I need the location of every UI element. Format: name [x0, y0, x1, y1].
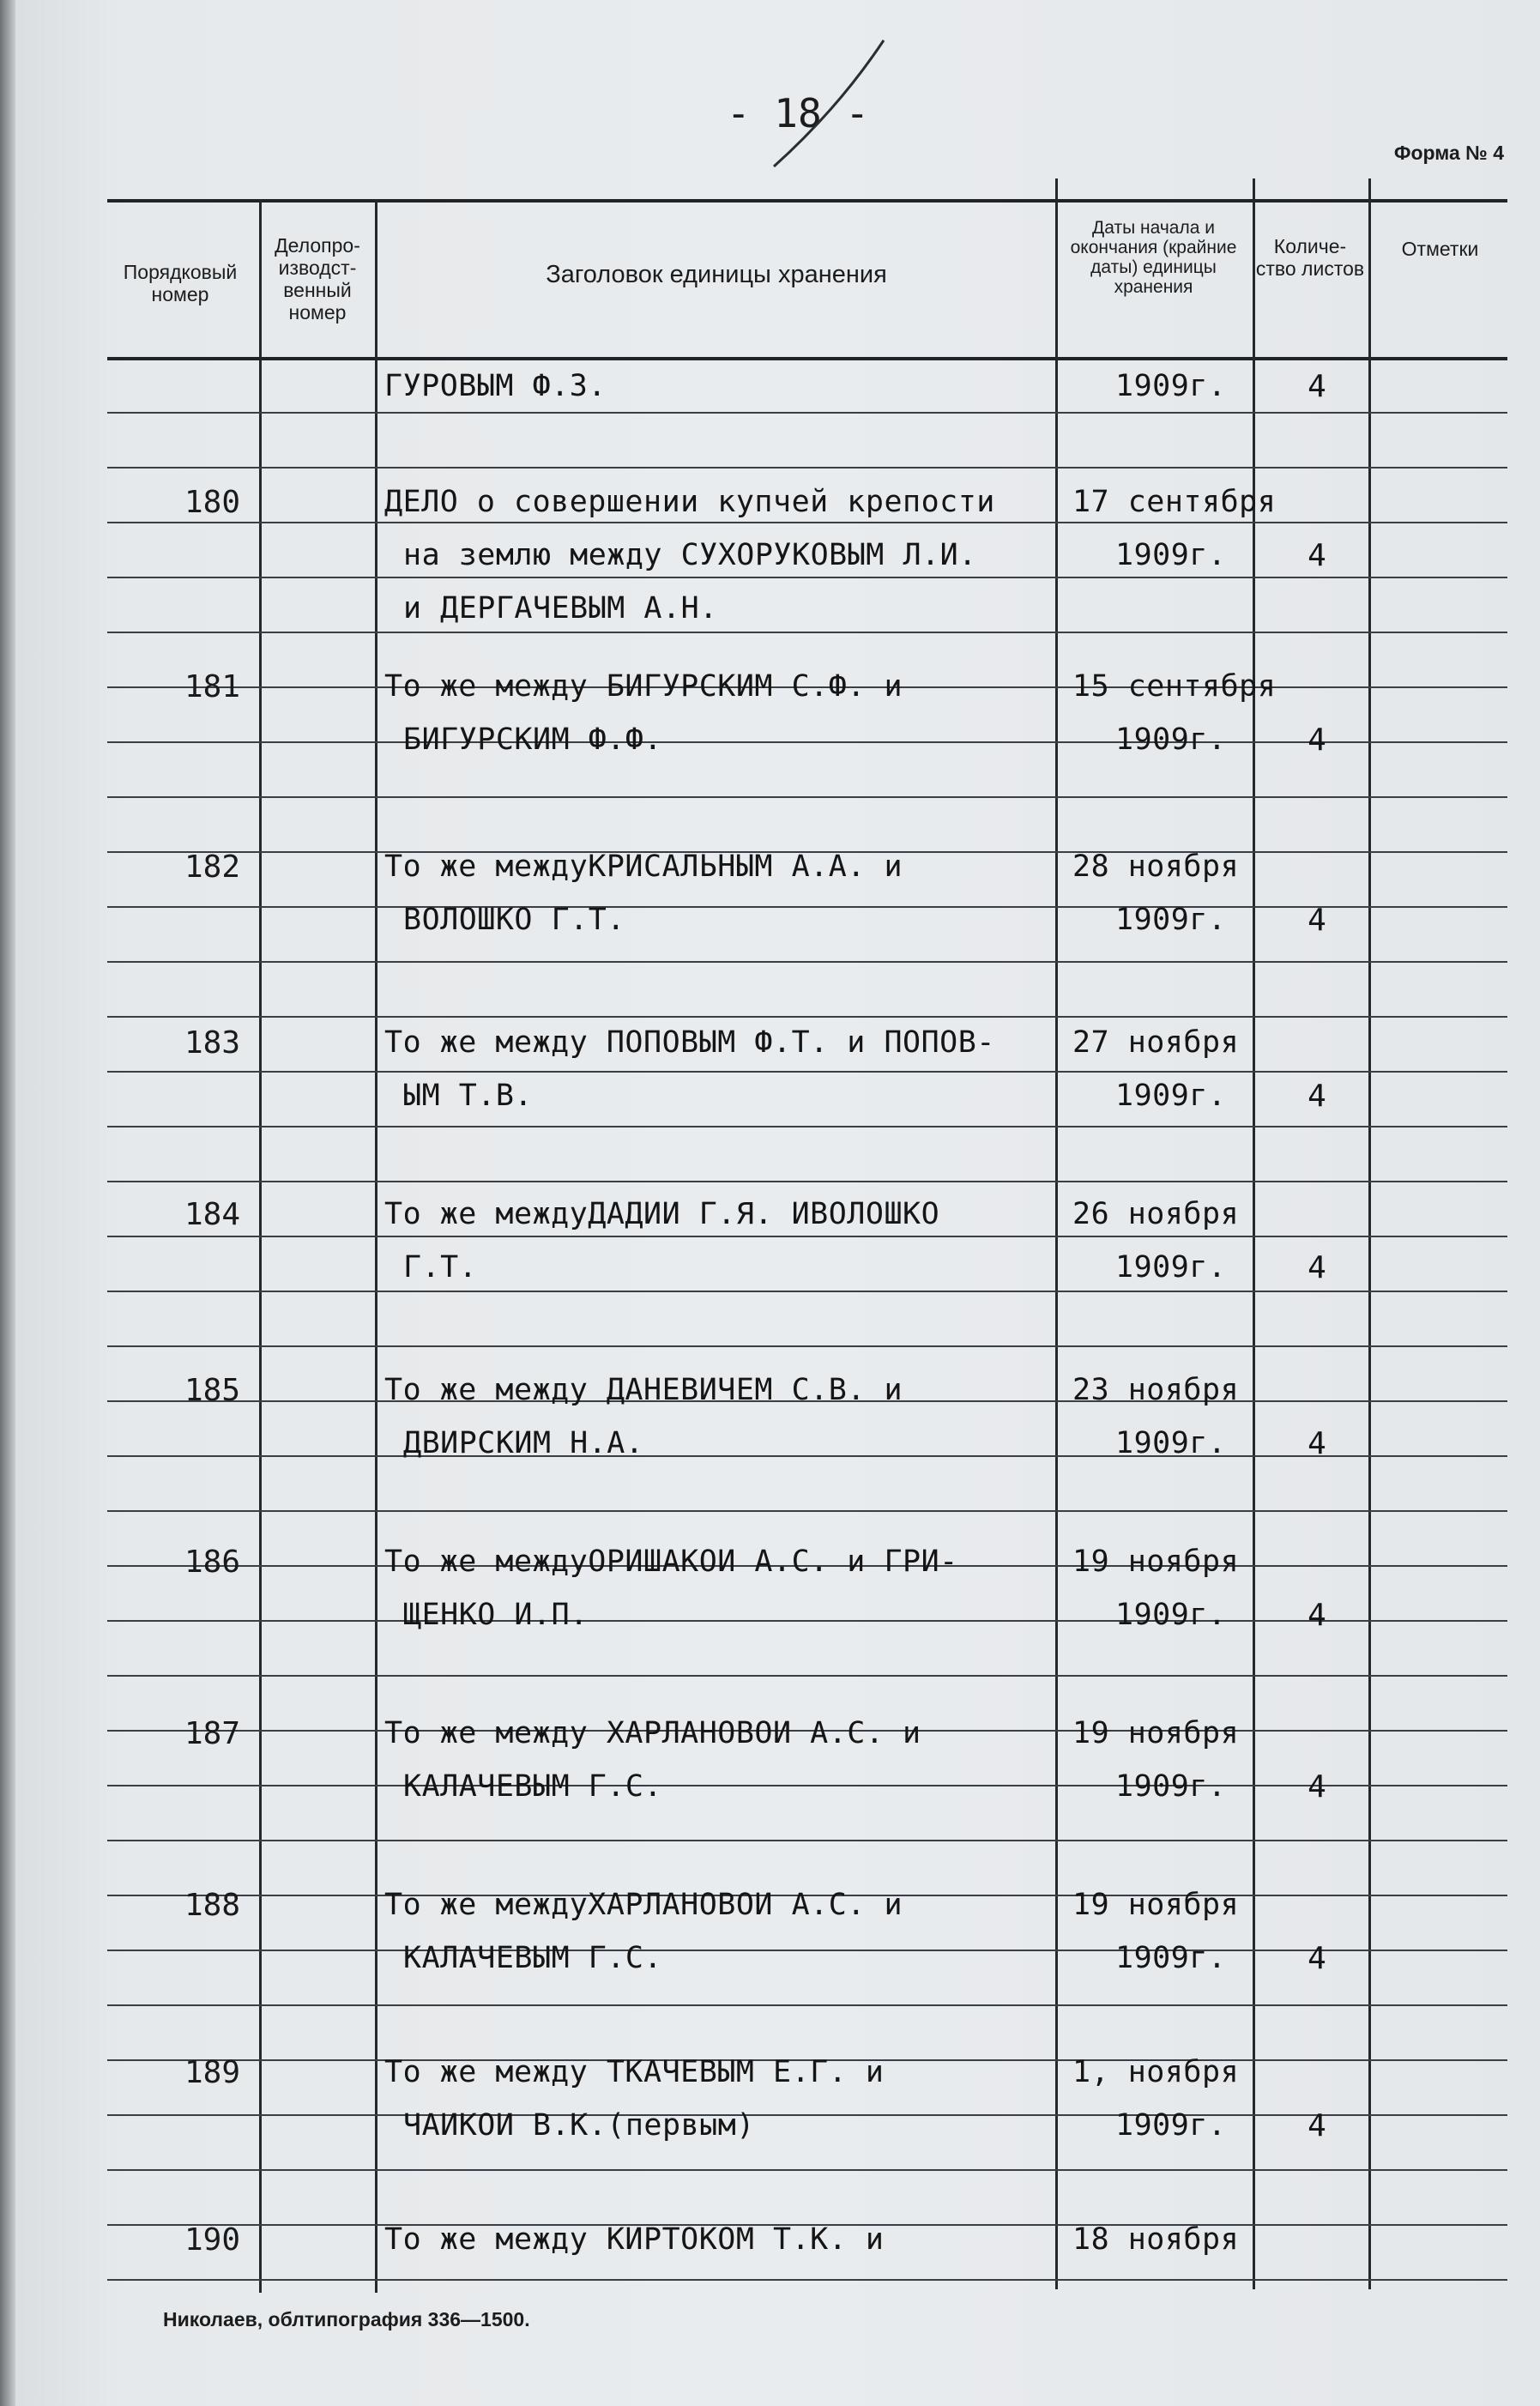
row-seq-number: 190: [184, 2222, 240, 2258]
header-title: Заголовок единицы хранения: [546, 261, 887, 288]
printer-imprint: Николаев, облтипография 336—1500.: [163, 2308, 530, 2330]
ruled-line: [107, 796, 1507, 798]
row-date-line: 1909г.: [1115, 1426, 1227, 1460]
ruled-line: [107, 1016, 1507, 1018]
row-seq-number: 188: [184, 1888, 240, 1923]
ruled-line: [107, 1840, 1507, 1841]
ruled-line: [107, 961, 1507, 963]
row-seq-number: 184: [184, 1197, 240, 1232]
row-title-line: То же между БИГУРСКИМ С.Ф. и: [384, 669, 903, 704]
page-number: - 18 -: [726, 90, 870, 136]
row-sheet-count: 4: [1307, 1079, 1326, 1114]
row-seq-number: 186: [184, 1545, 240, 1580]
row-title-line: То же междуОРИШАКОИ А.С. и ГРИ-: [384, 1545, 958, 1579]
row-sheet-count: 4: [1307, 1598, 1326, 1633]
row-title-line: ДЕЛО о совершении купчей крепости: [384, 485, 995, 519]
row-seq-number: 189: [184, 2055, 240, 2090]
row-date-line: 28 ноября: [1072, 849, 1240, 884]
column-rule-1: [259, 199, 262, 2293]
row-seq-number: 180: [184, 485, 240, 520]
row-date-line: 17 сентября: [1072, 485, 1277, 519]
row-title-line: ЩЕНКО И.П.: [403, 1598, 589, 1632]
ruled-line: [107, 1291, 1507, 1292]
row-title-line: ЫМ Т.В.: [403, 1079, 534, 1113]
row-date-line: 1909г.: [1115, 722, 1227, 757]
row-title-line: ДВИРСКИМ Н.А.: [403, 1426, 644, 1460]
page-edge-shadow: [0, 0, 15, 2406]
ruled-line: [107, 577, 1507, 578]
row-title-line: То же между ТКАЧЕВЫМ Е.Г. и: [384, 2055, 885, 2089]
row-date-line: 1909г.: [1115, 2108, 1227, 2143]
row-date-line: 18 ноября: [1072, 2222, 1240, 2257]
ruled-line: [107, 2169, 1507, 2171]
row-sheet-count: 4: [1307, 1426, 1326, 1461]
ruled-line: [107, 632, 1507, 633]
row-sheet-count: 4: [1307, 2108, 1326, 2143]
row-seq-number: 187: [184, 1716, 240, 1751]
row-title-line: Г.Т.: [403, 1250, 478, 1285]
row-title-line: То же между ДАНЕВИЧЕМ С.В. и: [384, 1373, 903, 1407]
ruled-line: [107, 2004, 1507, 2006]
row-date-line: 1909г.: [1115, 1941, 1227, 1975]
row-title-line: То же междуДАДИИ Г.Я. ИВОЛОШКО: [384, 1197, 940, 1231]
row-title-line: То же между ХАРЛАНОВОИ А.С. и: [384, 1716, 921, 1750]
ruled-line: [107, 1071, 1507, 1073]
row-sheet-count: 4: [1307, 538, 1326, 573]
row-seq-number: 182: [184, 849, 240, 885]
row-seq-number: 183: [184, 1025, 240, 1061]
row-date-line: 26 ноября: [1072, 1197, 1240, 1231]
ruled-line: [107, 522, 1507, 523]
row-title-line: То же между КИРТОКОМ Т.К. и: [384, 2222, 885, 2257]
row-title-line: КАЛАЧЕВЫМ Г.С.: [403, 1769, 663, 1804]
column-rule-5: [1368, 178, 1371, 2289]
row-date-line: 1909г.: [1115, 538, 1227, 572]
row-date-line: 27 ноября: [1072, 1025, 1240, 1060]
row-sheet-count: 4: [1307, 903, 1326, 938]
row-title-line: ЧАИКОИ В.К.(первым): [403, 2108, 755, 2143]
row-date-line: 1909г.: [1115, 1598, 1227, 1632]
row-sheet-count: 4: [1307, 1250, 1326, 1285]
row-date-line: 1909г.: [1115, 1769, 1227, 1804]
row-title-line: То же междуКРИСАЛЬНЫМ А.А. и: [384, 849, 903, 884]
row-title-line: на землю между СУХОРУКОВЫМ Л.И.: [403, 538, 977, 572]
ruled-line: [107, 467, 1507, 469]
row-sheet-count: 4: [1307, 722, 1326, 758]
ruled-line: [107, 1345, 1507, 1347]
row-title-line: То же междуХАРЛАНОВОИ А.С. и: [384, 1888, 903, 1922]
row-date-line: 1909г.: [1115, 1079, 1227, 1113]
table-top-rule: [107, 199, 1507, 203]
row-date-line: 19 ноября: [1072, 1888, 1240, 1922]
ruled-line: [107, 1181, 1507, 1182]
row-title-line: БИГУРСКИМ Ф.Ф.: [403, 722, 663, 757]
header-notes: Отметки: [1401, 238, 1479, 260]
row-date-line: 1909г.: [1115, 1250, 1227, 1285]
ruled-line: [107, 1236, 1507, 1237]
row-title-line: КАЛАЧЕВЫМ Г.С.: [403, 1941, 663, 1975]
row-date-line: 1909г.: [1115, 903, 1227, 937]
pen-slash-mark: [764, 36, 892, 173]
row-sheet-count: 4: [1307, 1769, 1326, 1804]
row-seq-number: 185: [184, 1373, 240, 1408]
header-sheet-count: Количе-ство листов: [1255, 235, 1365, 280]
row-date-line: 15 сентября: [1072, 669, 1277, 704]
column-rule-2: [375, 199, 377, 2293]
row-sheet-count: 4: [1307, 1941, 1326, 1976]
row-title-line: и ДЕРГАЧЕВЫМ А.Н.: [403, 591, 718, 626]
ruled-line: [107, 412, 1507, 414]
ruled-line: [107, 2279, 1507, 2281]
row-date-line: 1909г.: [1115, 369, 1227, 403]
table-header-rule: [107, 357, 1507, 360]
row-title-line: ВОЛОШКО Г.Т.: [403, 903, 625, 937]
header-seq-number: Порядковый номер: [123, 261, 238, 305]
form-number-label: Форма № 4: [1393, 142, 1504, 164]
row-date-line: 23 ноября: [1072, 1373, 1240, 1407]
row-date-line: 19 ноября: [1072, 1545, 1240, 1579]
column-rule-3: [1055, 178, 1058, 2289]
ruled-line: [107, 1675, 1507, 1677]
row-date-line: 19 ноября: [1072, 1716, 1240, 1750]
header-office-number: Делопро-изводст-венный номер: [275, 234, 360, 323]
row-sheet-count: 4: [1307, 369, 1326, 404]
row-seq-number: 181: [184, 669, 240, 704]
row-title-line: ГУРОВЫМ Ф.З.: [384, 369, 607, 403]
row-date-line: 1, ноября: [1072, 2055, 1240, 2089]
row-title-line: То же между ПОПОВЫМ Ф.Т. и ПОПОВ-: [384, 1025, 995, 1060]
ruled-line: [107, 1510, 1507, 1512]
ruled-line: [107, 1126, 1507, 1127]
header-dates: Даты начала и окончания (крайние даты) единицы хранения: [1070, 218, 1237, 297]
